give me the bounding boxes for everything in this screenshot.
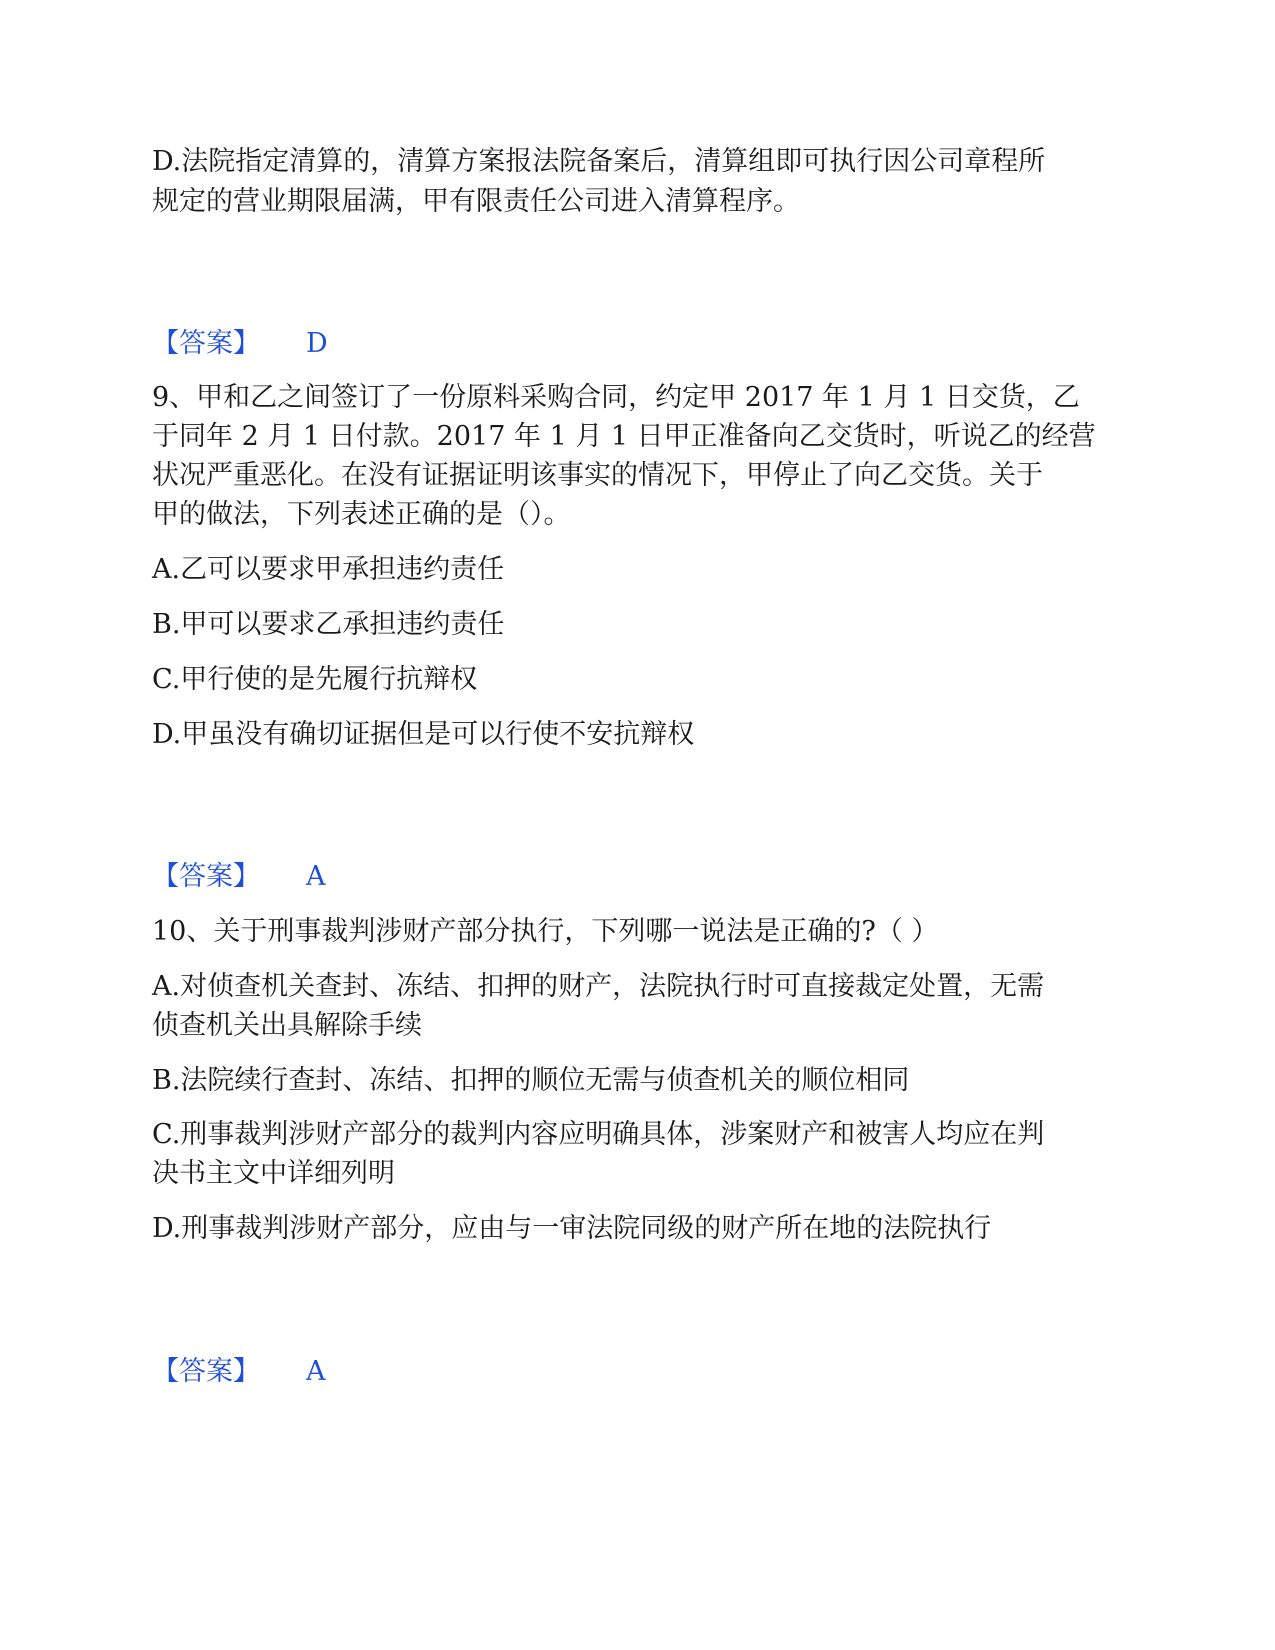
answer-value: A [306, 861, 326, 892]
answer-label: 【答案】 [152, 861, 260, 892]
q9-option-d: D.甲虽没有确切证据但是可以行使不安抗辩权 [152, 719, 695, 750]
q10-option-a-line2: 侦查机关出具解除手续 [152, 1010, 422, 1041]
answer-9 [152, 857, 326, 897]
q10-option-b: B.法院续行查封、冻结、扣押的顺位无需与侦查机关的顺位相同 [152, 1065, 910, 1096]
q9-option-b: B.甲可以要求乙承担违约责任 [152, 609, 505, 640]
answer-10 [152, 1352, 326, 1392]
q10-option-c-line2: 决书主文中详细列明 [152, 1158, 395, 1189]
q10-option-d: D.刑事裁判涉财产部分，应由与一审法院同级的财产所在地的法院执行 [152, 1213, 992, 1244]
q9-stem-line1: 9、甲和乙之间签订了一份原料采购合同，约定甲 2017 年 1 月 1 日交货，乙 [152, 382, 1080, 413]
answer-value: A [306, 1356, 326, 1387]
q10-stem-line1: 10、关于刑事裁判涉财产部分执行，下列哪一说法是正确的?（ ） [152, 916, 939, 947]
q10-option-a-line1: A.对侦查机关查封、冻结、扣押的财产，法院执行时可直接裁定处置，无需 [152, 971, 1045, 1002]
q9-stem-line3: 状况严重恶化。在没有证据证明该事实的情况下，甲停止了向乙交货。关于 [152, 460, 1043, 491]
q8-option-d-line1: D.法院指定清算的，清算方案报法院备案后，清算组即可执行因公司章程所 [152, 146, 1046, 177]
q9-stem-line4: 甲的做法，下列表述正确的是（）。 [152, 499, 571, 530]
answer-value: D [306, 328, 328, 359]
answer-label: 【答案】 [152, 328, 260, 359]
answer-8 [152, 324, 328, 364]
q9-stem-line2: 于同年 2 月 1 日付款。2017 年 1 月 1 日甲正准备向乙交货时，听说乙的经营 [152, 421, 1096, 452]
answer-label: 【答案】 [152, 1356, 260, 1387]
q9-option-c: C.甲行使的是先履行抗辩权 [152, 664, 478, 695]
q9-option-a: A.乙可以要求甲承担违约责任 [152, 554, 505, 585]
q8-option-d-line2: 规定的营业期限届满，甲有限责任公司进入清算程序。 [152, 186, 800, 217]
q10-option-c-line1: C.刑事裁判涉财产部分的裁判内容应明确具体，涉案财产和被害人均应在判 [152, 1119, 1045, 1150]
